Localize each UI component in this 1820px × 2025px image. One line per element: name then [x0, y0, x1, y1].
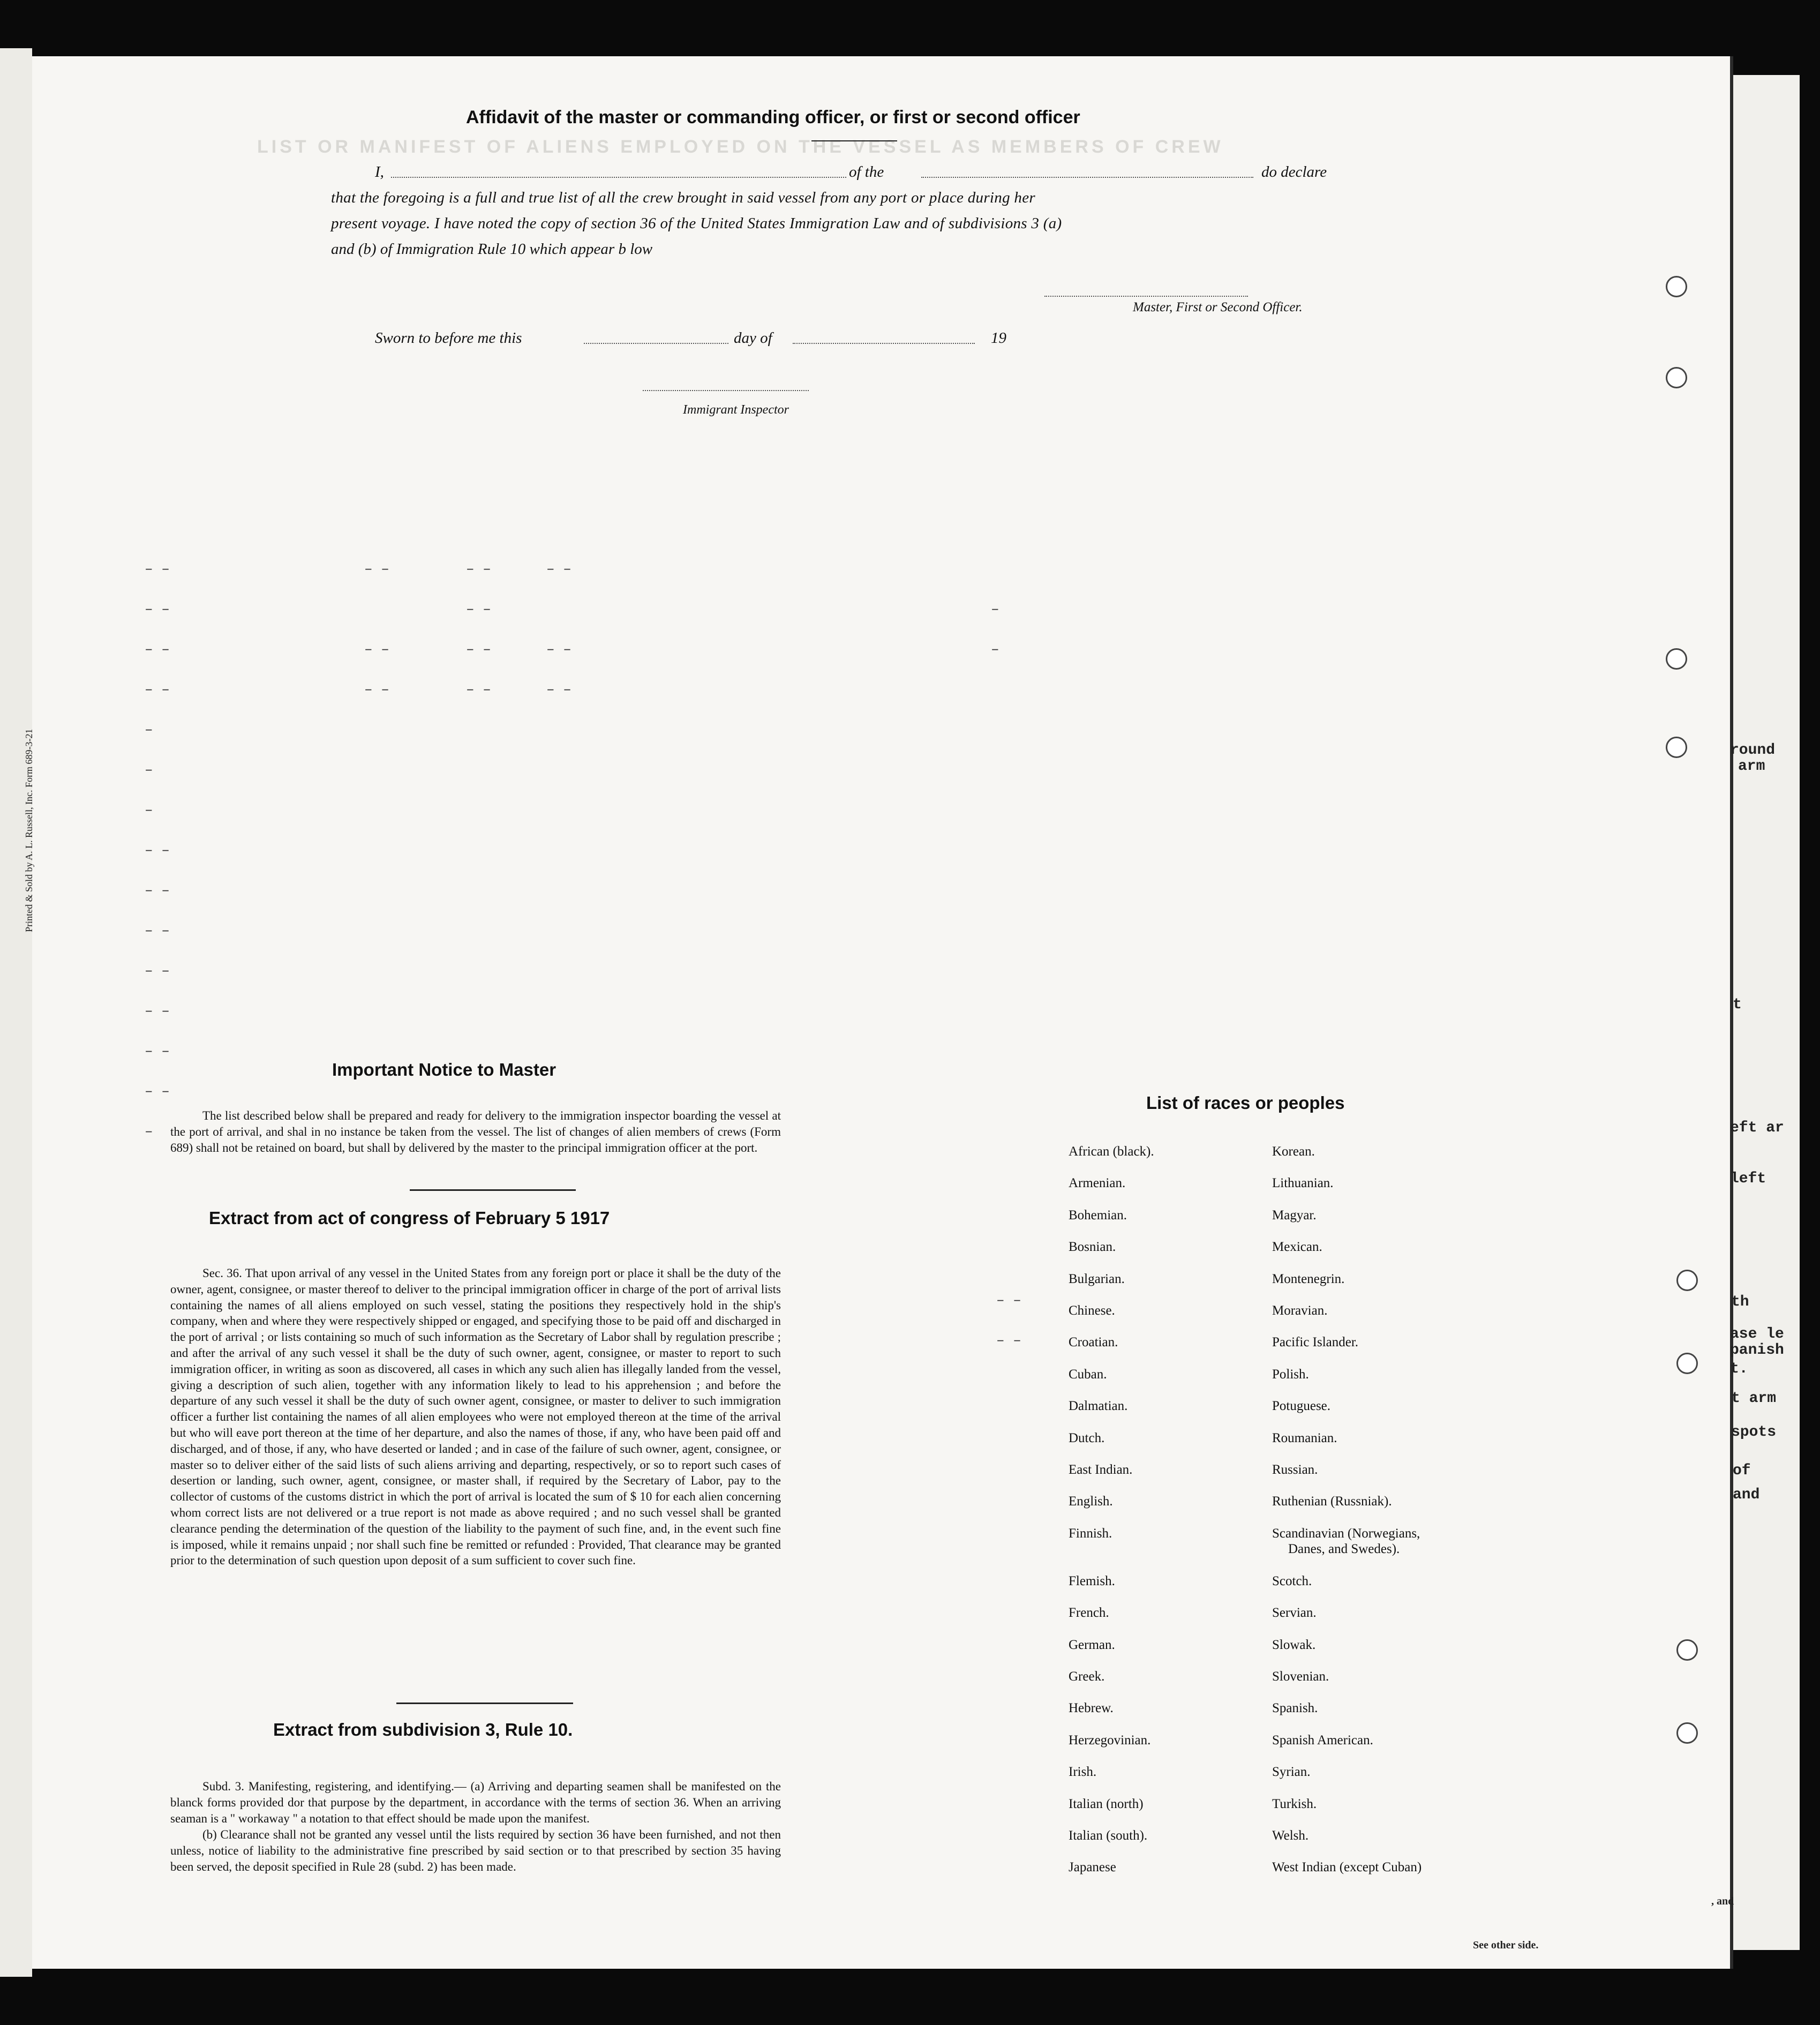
signature-caption: Master, First or Second Officer.	[1133, 300, 1303, 314]
edge-fragment: spots	[1731, 1424, 1777, 1441]
race-item: Chinese.	[1069, 1303, 1115, 1318]
sworn-day-blank[interactable]	[584, 343, 728, 344]
rule-para-a: Subd. 3. Manifesting, registering, and identifying.— (a) Arriving and departing seamen shall be manifested on the blanck forms provided dor that purpose by the department, in accordance with the terms of section 36. When an arriving seaman is a " workaway " a notation to that effect should be made upon the manifest.	[170, 1780, 781, 1825]
race-item: Montenegrin.	[1272, 1271, 1345, 1286]
race-item: Turkish.	[1272, 1796, 1317, 1811]
race-item: Moravian.	[1272, 1303, 1328, 1318]
race-item: Russian.	[1272, 1462, 1318, 1478]
notice-rule	[410, 1189, 576, 1191]
bleed-through-text: LIST OR MANIFEST OF ALIENS EMPLOYED ON THE VESSEL AS MEMBERS OF CREW	[257, 137, 1224, 157]
binder-hole	[1666, 276, 1687, 297]
section-36-paragraph: Sec. 36. That upon arrival of any vessel in the United States from any foreign port or place it shall be the duty of the owner, agent, consignee, or master thereof to deliver to the principal immigration officer in charge of the port of arrival lists containing the names of all aliens employed on such vessel, stating the positions they respectively hold in the ship's company, when and where they were respectively shipped or engaged, and specifying those to be paid off and discharged in the port of arrival ; or lists containing so much of such information as the Secretary of Labor shall by regulation prescribe ; and after the arrival of any such vessel it shall be the duty of such owner, agent, consignee, or master to report to such immigration officer, in writing as soon as discovered, all cases in which any such alien has illegally landed from the vessel, giving a description of such alien, together with any information likely to lead to his apprehension ; and before the departure of any such vessel it shall be the duty of such owner agent, consignee, or master to deliver to such immigration officer a further list containing the names of all alien employees who were not employed thereon at the time of the arrival but who will eave port thereon at the time of her departure, and also the names of those, if any, who have been paid off and discharged, and of those, if any, who have deserted or landed ; and in case of the failure of such owner, agent, consignee, or master so to deliver either of the said lists of such aliens arriving and departing, respectively, or so to report such cases of desertion or landing, such owner, agent, consignee, or master shall, if required by the Secretary of Labor, pay to the collector of customs of the customs district in which the port of arrival is located the sum of $ 10 for each alien concerning whom correct lists are not delivered or a true report is not made as above required ; and no such vessel shall be granted clearance pending the determination of the question of the liability to the payment of such fine, and, in the event such fine is imposed, while it remains unpaid ; nor shall such fine be remitted or refunded : Provided, That clearance may be granted prior to the determination of such question upon deposit of a sum sufficient to cover such fine.	[170, 1266, 781, 1568]
edge-fragment: th	[1731, 1294, 1749, 1310]
race-item: Roumanian.	[1272, 1430, 1337, 1445]
race-item: Italian (north)	[1069, 1796, 1144, 1811]
dash-column-4: – – – – – –	[546, 561, 571, 698]
year-prefix: 19	[991, 329, 1006, 347]
race-item: English.	[1069, 1494, 1113, 1509]
edge-fragment: round	[1730, 742, 1776, 759]
race-item: Croatian.	[1069, 1335, 1118, 1350]
binder-hole	[1666, 648, 1687, 670]
affidavit-line-2: that the foregoing is a full and true list of all the crew brought in said vessel from any port or place during her	[331, 189, 1035, 206]
race-item: African (black).	[1069, 1144, 1154, 1159]
race-item: Bulgarian.	[1069, 1271, 1125, 1286]
race-item: Scandinavian (Norwegians,	[1272, 1526, 1420, 1541]
race-item: Spanish American.	[1272, 1732, 1373, 1748]
race-item: French.	[1069, 1606, 1109, 1621]
races-title: List of races or peoples	[1146, 1093, 1345, 1113]
dash-column-2: – – – – – –	[364, 561, 389, 698]
edge-fragment: t arm	[1731, 1390, 1777, 1407]
race-item: German.	[1069, 1637, 1115, 1652]
day-of-text: day of	[734, 329, 772, 347]
race-item: Cuban.	[1069, 1367, 1107, 1382]
binder-hole	[1666, 737, 1687, 758]
extract-act-title: Extract from act of congress of February 5 1917	[209, 1208, 610, 1228]
race-item: Spanish.	[1272, 1701, 1318, 1716]
race-item: Ruthenian (Russniak).	[1272, 1494, 1392, 1509]
race-item: Danes, and Swedes).	[1288, 1542, 1400, 1557]
binder-hole	[1676, 1270, 1698, 1291]
binder-hole	[1676, 1722, 1698, 1744]
race-item: Slovenian.	[1272, 1669, 1329, 1684]
race-item: Korean.	[1272, 1144, 1315, 1159]
affidavit-of-the: of the	[849, 163, 884, 181]
race-item: Polish.	[1272, 1367, 1309, 1382]
affidavit-line-3: present voyage. I have noted the copy of section 36 of the United States Immigration Law and of subdivisions 3 (a)	[331, 215, 1062, 232]
edge-fragment: ase le	[1730, 1326, 1784, 1342]
race-item: Finnish.	[1069, 1526, 1112, 1541]
binder-hole	[1666, 367, 1687, 388]
edge-fragment: eft ar	[1730, 1120, 1784, 1136]
dash-column-3: – – – – – – – –	[466, 561, 491, 698]
race-item: Irish.	[1069, 1765, 1097, 1780]
race-item: Dalmatian.	[1069, 1399, 1128, 1414]
edge-fragment: See other side.	[1473, 1939, 1539, 1951]
edge-fragment: t.	[1730, 1361, 1748, 1377]
edge-fragment: and	[1733, 1487, 1760, 1503]
races-right-column	[1272, 1136, 1422, 1884]
signature-blank[interactable]	[1044, 296, 1248, 297]
race-item: Bosnian.	[1069, 1240, 1116, 1255]
extract-rule-text	[170, 1779, 781, 1875]
printer-imprint: Printed & Sold by A. L. Russell, Inc. Form 689-3-21	[24, 729, 34, 932]
notice-paragraph: The list described below shall be prepared and ready for delivery to the immigration inspector boarding the vessel at the port of arrival, and shal in no instance be taken from the vessel. The list of changes of alien members of crews (Form 689) shall not be retained on board, but shall by delivered by the master to the principal immigration officer at the port.	[170, 1109, 781, 1154]
affidavit-declare: do declare	[1261, 163, 1327, 181]
race-item: Dutch.	[1069, 1430, 1105, 1445]
extract-act-text	[170, 1265, 781, 1569]
inspector-caption: Immigrant Inspector	[683, 403, 789, 417]
name-blank[interactable]	[391, 177, 846, 178]
edge-fragment: t	[1733, 996, 1742, 1013]
notice-title: Important Notice to Master	[332, 1060, 556, 1079]
binder-hole	[1676, 1353, 1698, 1374]
dash-column-1: – – – – – – – – – – – – – – – – – – – – – – – – – –	[145, 561, 170, 1139]
rule-para-b: (b) Clearance shall not be granted any vessel until the lists required by section 36 have been furnished, and not then unless, notice of liability to the administrative fine prescribed by said section or to that prescribed by section 35 having been served, the deposit specified in Rule 28 (subd. 2) has been made.	[170, 1828, 781, 1873]
dash-column-5: – –	[991, 601, 999, 657]
binder-hole	[1676, 1639, 1698, 1661]
race-item: Bohemian.	[1069, 1208, 1127, 1222]
edge-fragment: of	[1733, 1462, 1751, 1479]
race-item: Welsh.	[1272, 1828, 1309, 1843]
race-item: Herzegovinian.	[1069, 1732, 1151, 1748]
race-item: Scotch.	[1272, 1573, 1312, 1588]
race-item: Greek.	[1069, 1669, 1105, 1684]
race-item: Italian (south).	[1069, 1828, 1148, 1843]
race-item: East Indian.	[1069, 1462, 1133, 1478]
left-scan-strip	[0, 48, 32, 1977]
race-item: Flemish.	[1069, 1573, 1115, 1588]
race-item: Armenian.	[1069, 1176, 1126, 1191]
sworn-text: Sworn to before me this	[375, 329, 522, 347]
extract-rule	[396, 1702, 573, 1704]
vessel-blank[interactable]	[921, 177, 1253, 178]
dash-column-6: – – – –	[996, 1292, 1021, 1348]
inspector-signature-blank[interactable]	[643, 390, 809, 391]
title-underline	[811, 140, 897, 141]
race-item: West Indian (except Cuban)	[1272, 1860, 1422, 1875]
race-item: Magyar.	[1272, 1208, 1317, 1222]
race-item: Potuguese.	[1272, 1399, 1331, 1414]
race-item: Lithuanian.	[1272, 1176, 1334, 1191]
races-left-column	[1069, 1136, 1154, 1884]
edge-fragment: , and	[1711, 1895, 1734, 1907]
affidavit-line-4: and (b) of Immigration Rule 10 which appear b low	[331, 241, 653, 258]
affidavit-title: Affidavit of the master or commanding officer, or first or second officer	[466, 107, 1080, 128]
extract-rule-title: Extract from subdivision 3, Rule 10.	[273, 1720, 573, 1739]
race-item: Servian.	[1272, 1606, 1317, 1621]
race-item: Pacific Islander.	[1272, 1335, 1359, 1350]
edge-fragment: panish	[1730, 1342, 1784, 1359]
edge-fragment: arm	[1738, 758, 1765, 775]
race-item: Hebrew.	[1069, 1701, 1114, 1716]
affidavit-i: I,	[375, 163, 384, 181]
sworn-month-blank[interactable]	[793, 343, 975, 344]
notice-text	[170, 1108, 781, 1156]
race-item: Mexican.	[1272, 1240, 1322, 1255]
race-item: Japanese	[1069, 1860, 1116, 1875]
race-item: Syrian.	[1272, 1765, 1311, 1780]
race-item: Slowak.	[1272, 1637, 1316, 1652]
edge-fragment: left	[1730, 1171, 1766, 1187]
